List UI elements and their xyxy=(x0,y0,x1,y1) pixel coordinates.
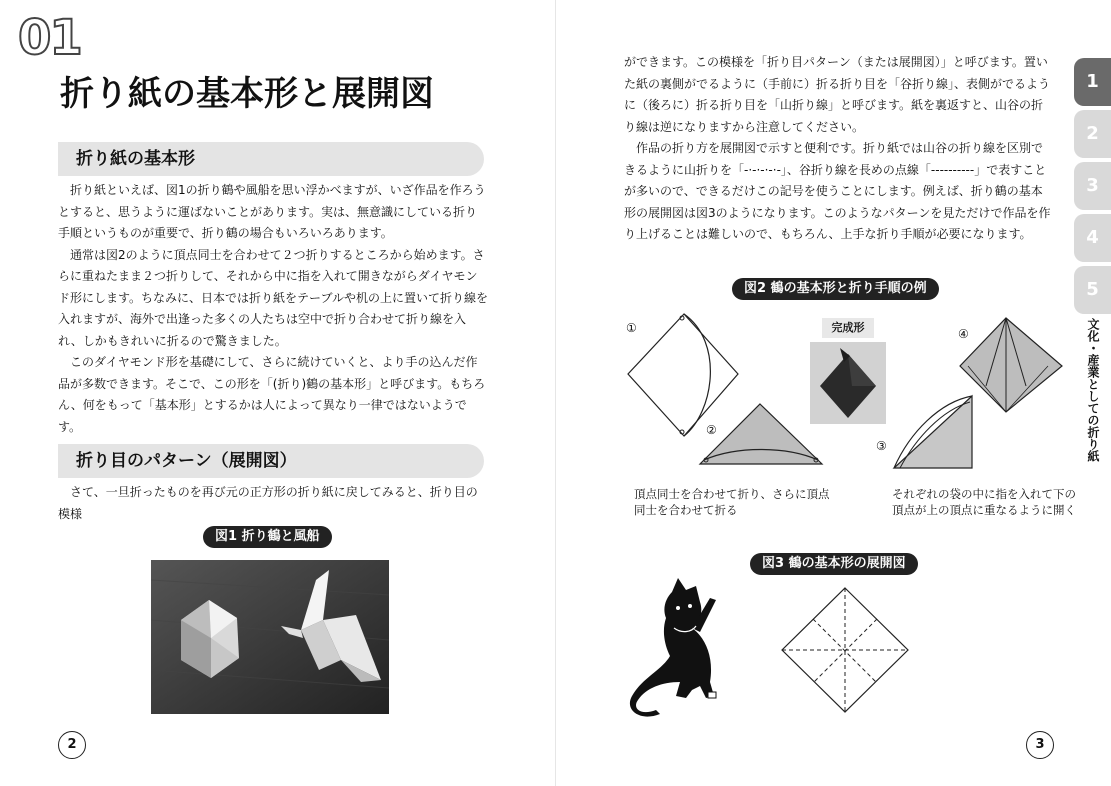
section1-body xyxy=(58,180,488,438)
chapter-tab-2[interactable]: 2 xyxy=(1074,110,1111,158)
step-mark-1: ① xyxy=(626,321,637,335)
caption-line: それぞれの袋の中に指を入れて下の xyxy=(892,487,1076,501)
page-number: 3 xyxy=(1026,731,1054,759)
chapter-tab-5[interactable]: 5 xyxy=(1074,266,1111,314)
vertical-section-title: 文化・産業としての折り紙 xyxy=(1086,318,1100,462)
figure3-label: 図3 鶴の基本形の展開図 xyxy=(750,553,918,575)
step2-diagram xyxy=(696,402,826,472)
figure1-label: 図1 折り鶴と風船 xyxy=(203,526,332,548)
caption-right xyxy=(892,486,1076,518)
chapter-tab-1[interactable]: 1 xyxy=(1074,58,1111,106)
photo-illustration xyxy=(151,560,389,714)
chapter-number: 01 xyxy=(18,10,81,66)
paragraph: ができます。この模様を「折り目パターン（または展開図）」と呼びます。置いた紙の裏側がでるように（手前に）折る折り目を「谷折り線」、表側がでるように（後ろに）折る折り目を「山折り線」と呼びます。紙を裏返すと、山谷の折り線は逆になりますから注意してください。 xyxy=(624,55,1051,134)
figure2-label: 図2 鶴の基本形と折り手順の例 xyxy=(732,278,939,300)
section-heading-basic-form: 折り紙の基本形 xyxy=(58,142,484,176)
caption-line: 頂点が上の頂点に重なるように開く xyxy=(892,503,1076,517)
caption-left xyxy=(634,486,830,518)
chapter-tab-4[interactable]: 4 xyxy=(1074,214,1111,262)
step-mark-3: ③ xyxy=(876,439,887,453)
right-body xyxy=(624,52,1054,246)
page-title: 折り紙の基本形と展開図 xyxy=(60,74,434,114)
step-mark-2: ② xyxy=(706,423,717,437)
paragraph: さて、一旦折ったものを再び元の正方形の折り紙に戻してみると、折り目の模様 xyxy=(58,485,478,521)
completed-illustration xyxy=(810,342,886,424)
paragraph: 作品の折り方を展開図で示すと便利です。折り紙では山谷の折り線を区別できるように山折りを「-·-·-·-·-」、谷折り線を長めの点線「----------」で表すことが多いので、できるだけこの記号を使うことにします。例えば、折り鶴の基本形の展開図は図3のようになります。このようなパターンを見ただけで作品を作り上げることは難しいので、もちろん、上手な折り手順が必要になります。 xyxy=(624,141,1051,241)
caption-line: 頂点同士を合わせて折り、さらに頂点 xyxy=(634,487,830,501)
cat-illustration xyxy=(626,578,736,718)
chapter-tab-3[interactable]: 3 xyxy=(1074,162,1111,210)
step4-diagram xyxy=(958,316,1068,416)
paragraph: 通常は図2のように頂点同士を合わせて２つ折りするところから始めます。さらに重ねたまま２つ折りして、それから中に指を入れて開きながらダイヤモンド形にします。ちなみに、日本では折り紙をテーブルや机の上に置いて折り線を入れますが、海外で出逢った多くの人たちは空中で折り合わせて折り線を入れ、しかもきれいに折るので驚きました。 xyxy=(58,247,488,348)
left-page xyxy=(0,0,555,786)
caption-line: 同士を合わせて折る xyxy=(634,503,738,517)
crane-balloon-photo xyxy=(151,560,389,714)
section2-body xyxy=(58,482,488,525)
paragraph: このダイヤモンド形を基礎にして、さらに続けていくと、より手の込んだ作品が多数できます。そこで、この形を「(折り)鶴の基本形」と呼びます。もちろん、何をもって「基本形」とするかは人によって異なり一律ではないようです。 xyxy=(58,355,486,434)
paragraph: 折り紙といえば、図1の折り鶴や風船を思い浮かべますが、いざ作品を作ろうとすると、思うように運ばないことがあります。実は、無意識にしている折り手順というものが重要で、折り鶴の場合もいろいろあります。 xyxy=(58,183,486,240)
section-heading-crease-pattern: 折り目のパターン（展開図） xyxy=(58,444,484,478)
crease-pattern-diagram xyxy=(780,586,910,716)
page-number: 2 xyxy=(58,731,86,759)
completed-label: 完成形 xyxy=(822,318,874,338)
completed-photo xyxy=(810,342,886,424)
step-mark-4: ④ xyxy=(958,327,969,341)
